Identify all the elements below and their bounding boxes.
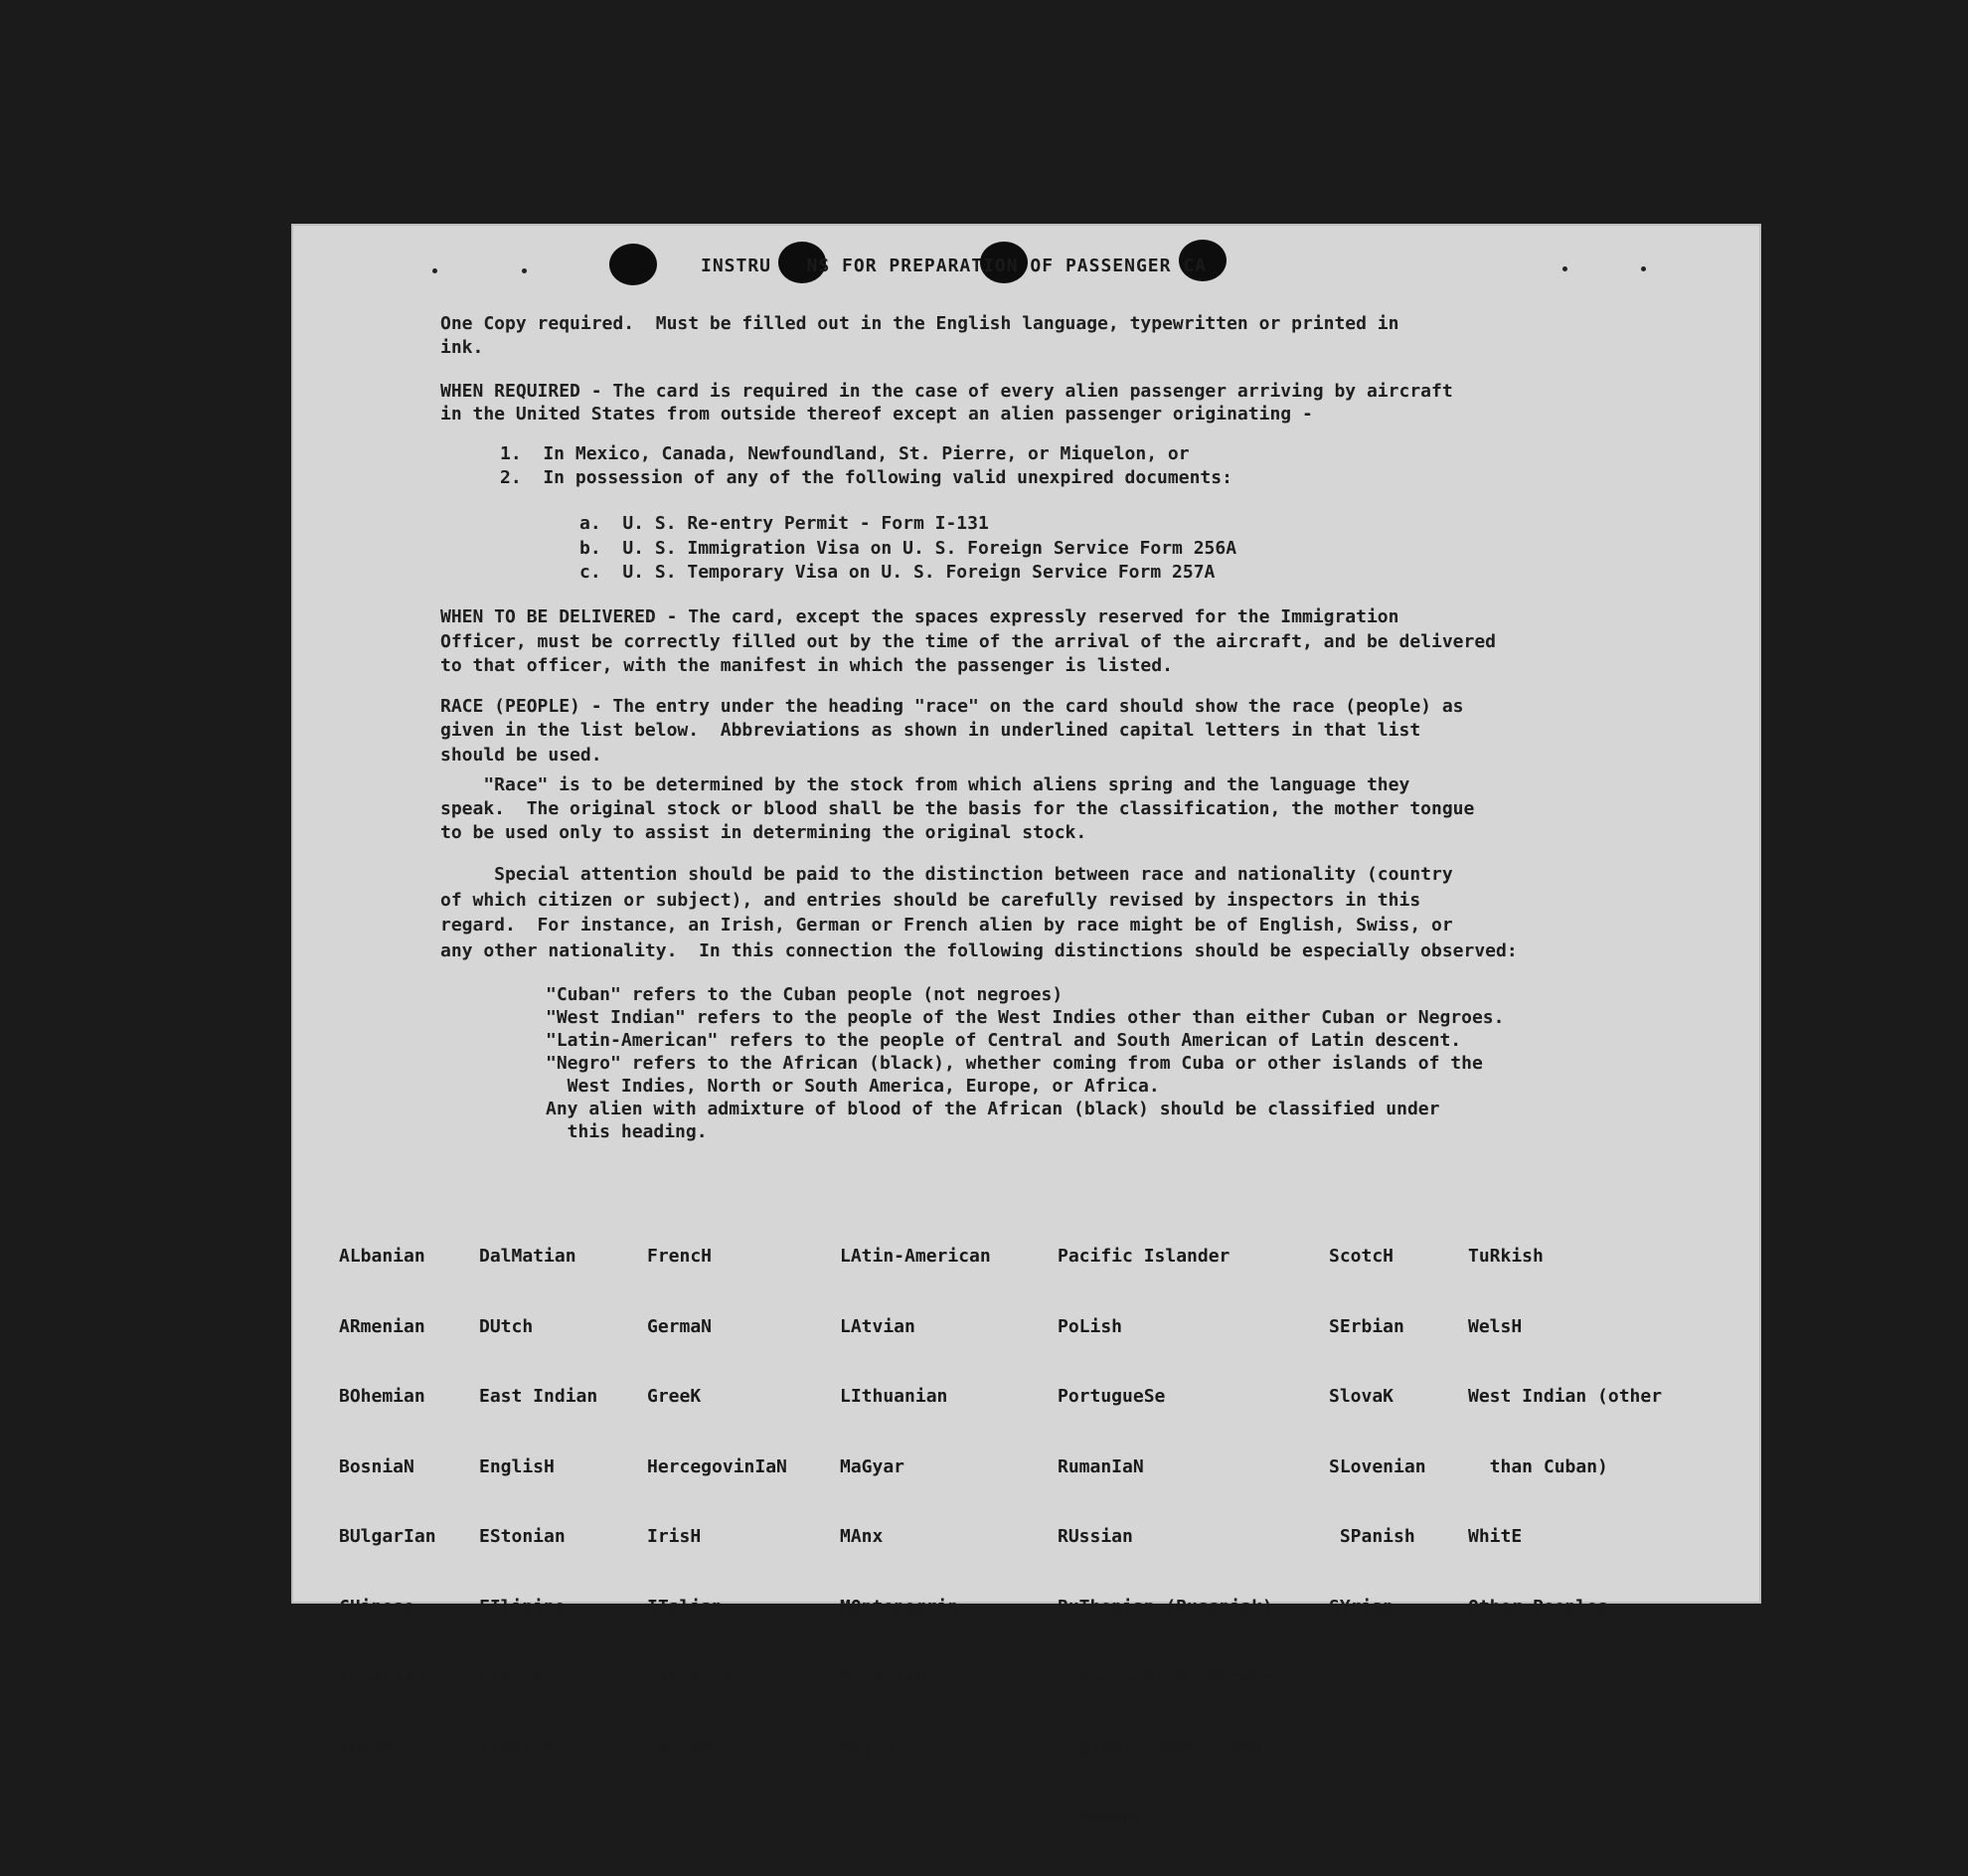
race-item: Swedes) bbox=[1058, 1806, 1155, 1827]
race-item: BUlgarIan bbox=[339, 1526, 436, 1547]
distinction-negro: "Negro" refers to the African (black), whether coming from Cuba or other islands of the bbox=[546, 1053, 1483, 1074]
document-page bbox=[291, 224, 1761, 1827]
race-item: ScotcH bbox=[1329, 1246, 1394, 1267]
when-required-2: in the United States from outside thereof except an alien passenger originating - bbox=[440, 404, 1313, 425]
race-item: SYrian bbox=[1329, 1596, 1394, 1618]
distinction-latin-american: "Latin-American" refers to the people of Central and South American of Latin descent. bbox=[546, 1030, 1462, 1051]
race-definition-3: to be used only to assist in determining the original stock. bbox=[440, 822, 1087, 843]
condition-2: 2. In possession of any of the following valid unexpired documents: bbox=[500, 467, 1232, 488]
intro-line-1: One Copy required. Must be filled out in the English language, typewritten or printed in bbox=[440, 313, 1399, 334]
document-b: b. U. S. Immigration Visa on U. S. Foreign Service Form 256A bbox=[579, 538, 1237, 559]
race-item: DUtch bbox=[479, 1315, 534, 1337]
race-item: PoLish bbox=[1058, 1315, 1123, 1337]
race-item: Pacific Islander bbox=[1058, 1246, 1230, 1267]
special-attention-2: of which citizen or subject), and entries should be carefully revised by inspectors in this bbox=[440, 890, 1421, 911]
race-item: LAtin-American bbox=[840, 1246, 991, 1267]
race-item: BosniaN bbox=[339, 1455, 414, 1477]
dot-mark bbox=[1641, 266, 1646, 271]
race-item: East Indian bbox=[479, 1386, 598, 1407]
punch-hole-left bbox=[609, 244, 657, 285]
race-item: IrisH bbox=[647, 1526, 702, 1547]
race-item: GermaN bbox=[647, 1315, 713, 1337]
race-people-2: given in the list below. Abbreviations as shown in underlined capital letters in that list bbox=[440, 720, 1421, 741]
special-attention-4: any other nationality. In this connection the following distinctions should be especially observed: bbox=[440, 940, 1518, 961]
distinction-west-indian: "West Indian" refers to the people of the West Indies other than either Cuban or Negroes. bbox=[546, 1007, 1505, 1028]
race-item: RuThenian (Russniak) bbox=[1058, 1596, 1273, 1618]
race-item: GreeK bbox=[647, 1386, 702, 1407]
distinction-negro-cont: West Indies, North or South America, Europe, or Africa. bbox=[546, 1076, 1160, 1097]
when-required-1: WHEN REQUIRED - The card is required in the case of every alien passenger arriving by aircraft bbox=[440, 381, 1453, 402]
distinction-cuban: "Cuban" refers to the Cuban people (not negroes) bbox=[546, 984, 1064, 1005]
race-item: DalMatian bbox=[479, 1246, 576, 1267]
race-definition-1: "Race" is to be determined by the stock from which aliens spring and the language they bbox=[440, 774, 1410, 795]
race-item: MaGyar bbox=[840, 1455, 905, 1477]
race-people-1: RACE (PEOPLE) - The entry under the heading "race" on the card should show the race (people) as bbox=[440, 696, 1464, 717]
race-item: LIthuanian bbox=[840, 1386, 948, 1407]
special-attention-3: regard. For instance, an Irish, German or French alien by race might be of English, Swiss, or bbox=[440, 915, 1453, 936]
dot-mark bbox=[522, 268, 527, 273]
when-delivered-1: WHEN TO BE DELIVERED - The card, except the spaces expressly reserved for the Immigration bbox=[440, 606, 1399, 627]
race-item: KoreaN bbox=[647, 1736, 713, 1758]
race-item: WelsH bbox=[1468, 1315, 1523, 1337]
race-item: FIlipino bbox=[479, 1596, 566, 1618]
race-item: JaPanese bbox=[647, 1666, 734, 1687]
race-item: ARmenian bbox=[339, 1315, 425, 1337]
race-item: SLovenian bbox=[1329, 1455, 1426, 1477]
race-item: RUssian bbox=[1058, 1526, 1133, 1547]
dot-mark bbox=[1562, 266, 1567, 271]
document-c: c. U. S. Temporary Visa on U. S. Foreign Service Form 257A bbox=[579, 562, 1216, 583]
race-item: ITalian bbox=[647, 1596, 723, 1618]
race-item: WhitE bbox=[1468, 1526, 1523, 1547]
race-column-4 bbox=[840, 1198, 991, 1805]
distinction-admixture: Any alien with admixture of blood of the African (black) should be classified under bbox=[546, 1099, 1440, 1119]
race-item: than Cuban) bbox=[1468, 1455, 1608, 1477]
race-item: ScandinavIaN (Norwe- bbox=[1058, 1666, 1273, 1687]
race-column-3 bbox=[647, 1198, 787, 1805]
race-item: CRoatian bbox=[339, 1666, 425, 1687]
race-list bbox=[339, 1198, 1730, 1827]
race-item: FLemish bbox=[479, 1736, 555, 1758]
race-item: ALbanian bbox=[339, 1246, 425, 1267]
race-item: NEgro bbox=[840, 1736, 895, 1758]
special-attention-1: Special attention should be paid to the distinction between race and nationality (country bbox=[440, 864, 1453, 885]
condition-1: 1. In Mexico, Canada, Newfoundland, St. Pierre, or Miquelon, or bbox=[500, 443, 1190, 464]
intro-line-2: ink. bbox=[440, 337, 484, 358]
race-column-1 bbox=[339, 1198, 436, 1805]
race-item: MOntenegrin bbox=[840, 1596, 959, 1618]
race-item: MAnx bbox=[840, 1526, 884, 1547]
document-a: a. U. S. Re-entry Permit - Form I-131 bbox=[579, 513, 989, 534]
race-item: FrencH bbox=[647, 1246, 713, 1267]
race-item: Other Peoples bbox=[1468, 1596, 1608, 1618]
race-column-5 bbox=[1058, 1198, 1273, 1876]
race-item: SPanish bbox=[1329, 1526, 1415, 1547]
race-item: EStonian bbox=[479, 1526, 566, 1547]
race-item: PortugueSe bbox=[1058, 1386, 1166, 1407]
dot-mark bbox=[432, 268, 437, 273]
race-item: LAtvian bbox=[840, 1315, 915, 1337]
race-item: SErbian bbox=[1329, 1315, 1404, 1337]
race-item: CUban bbox=[339, 1736, 394, 1758]
race-item: RumanIaN bbox=[1058, 1455, 1144, 1477]
page-title: INSTRU NS FOR PREPARATION OF PASSENGER CA bbox=[701, 256, 1207, 276]
race-item: MoravIaN bbox=[840, 1666, 926, 1687]
race-item: CHinese bbox=[339, 1596, 414, 1618]
race-item: TuRkish bbox=[1468, 1246, 1544, 1267]
race-item: SlovaK bbox=[1329, 1386, 1394, 1407]
distinction-admixture-cont: this heading. bbox=[546, 1121, 708, 1142]
race-item: HercegovinIaN bbox=[647, 1455, 787, 1477]
race-column-2 bbox=[479, 1198, 597, 1805]
race-item: BOhemian bbox=[339, 1386, 425, 1407]
race-item: EnglisH bbox=[479, 1455, 555, 1477]
race-column-6 bbox=[1329, 1198, 1426, 1665]
race-item: FINish bbox=[479, 1666, 545, 1687]
race-people-3: should be used. bbox=[440, 745, 602, 766]
when-delivered-3: to that officer, with the manifest in which the passenger is listed. bbox=[440, 655, 1173, 676]
race-item: gians, Danes, and bbox=[1058, 1736, 1262, 1758]
race-item: West Indian (other bbox=[1468, 1386, 1663, 1407]
race-column-7 bbox=[1468, 1198, 1662, 1665]
when-delivered-2: Officer, must be correctly filled out by the time of the arrival of the aircraft, and be delivered bbox=[440, 631, 1497, 652]
race-definition-2: speak. The original stock or blood shall be the basis for the classification, the mother tongue bbox=[440, 798, 1475, 819]
